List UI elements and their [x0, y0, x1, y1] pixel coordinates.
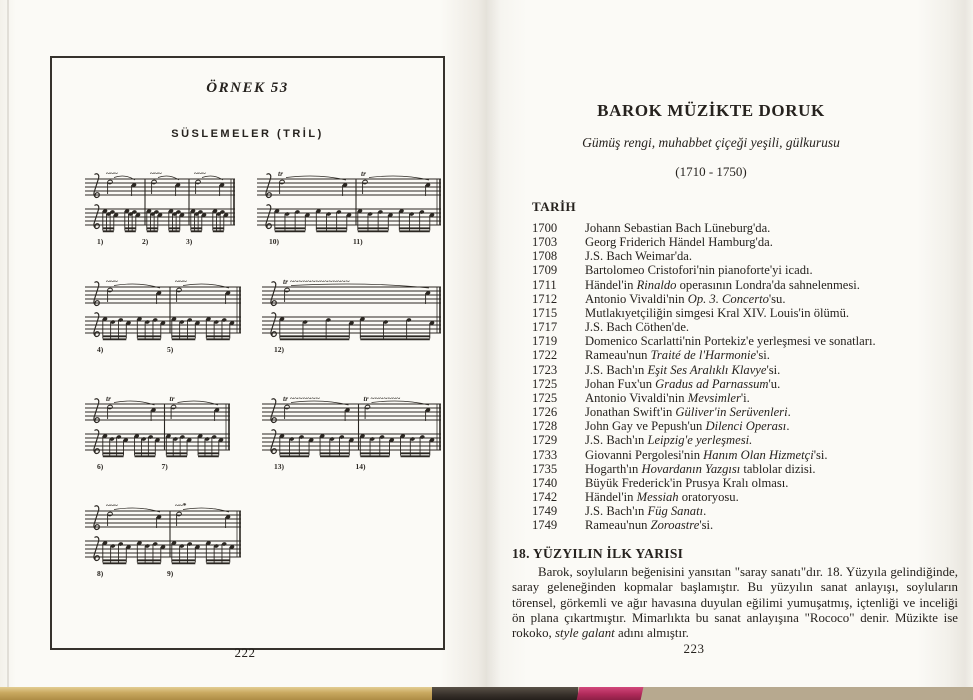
timeline-entry [532, 292, 952, 306]
timeline-year: 1708 [532, 249, 558, 264]
timeline-entry [532, 263, 952, 277]
music-system [85, 501, 241, 581]
timeline-text: Giovanni Pergolesi'nin Hanım Olan Hizmetçi'si. [585, 447, 828, 462]
timeline-text: Bartolomeo Cristofori'nin pianoforte'yi icadı. [585, 263, 813, 278]
timeline-entry [532, 348, 952, 362]
timeline-year: 1740 [532, 475, 558, 490]
svg-text:tr: tr [106, 394, 112, 403]
timeline-text: Georg Friderich Händel Hamburg'da. [585, 235, 773, 250]
svg-text:10): 10) [269, 237, 279, 246]
timeline-entry [532, 320, 952, 334]
chapter-subtitle: Gümüş rengi, muhabbet çiçeği yeşili, gülkurusu [582, 135, 840, 150]
svg-text:11): 11) [353, 237, 363, 246]
svg-text:~~~: ~~~ [106, 501, 118, 510]
page-edge-left [7, 0, 9, 687]
timeline-year: 1749 [532, 518, 558, 533]
svg-text:3): 3) [186, 237, 193, 246]
music-system [85, 394, 230, 474]
chapter-period: (1710 - 1750) [675, 164, 747, 179]
timeline-year: 1729 [532, 433, 558, 448]
svg-text:7): 7) [161, 462, 168, 471]
left-page [0, 0, 487, 687]
timeline-year: 1723 [532, 362, 558, 377]
svg-text:12): 12) [274, 345, 284, 354]
svg-text:~~~: ~~~ [106, 169, 118, 178]
timeline-year: 1733 [532, 447, 558, 462]
timeline-text: J.S. Bach'ın Eşit Ses Aralıklı Klavye'si. [585, 362, 781, 377]
music-system [85, 277, 241, 357]
timeline-text: Johan Fux'un Gradus ad Parnassum'u. [585, 376, 781, 391]
timeline-entry [532, 448, 952, 462]
timeline-list [532, 221, 952, 532]
timeline-year: 1712 [532, 291, 558, 306]
timeline-text: J.S. Bach'ın Füg Sanatı. [585, 504, 707, 519]
example-title: ÖRNEK 53 [206, 80, 289, 96]
body-paragraph: Barok, soyluların beğenisini yansıtan "saray sanatı"dır. 18. Yüzyıla gelindiğinde, saray geleneğinden kopmalar başlamıştır. Bu yüzyılın sanat anlayışı, soyluların törensel, görkemli ve ağır havasına duyulan eğilimi yumuşatmış, içtenliği ve inceliği ön plana çıkartmıştır. Mimarlıkta bu sanat anlayışına "Rococo" denir. Müzikte ise rokoko, style galant adını almıştır. [512, 565, 958, 641]
timeline-entry [532, 221, 952, 235]
svg-text:tr: tr [169, 394, 175, 403]
book-edge-dark [432, 687, 578, 700]
svg-text:~~~: ~~~ [106, 277, 118, 286]
timeline-year: 1735 [532, 461, 558, 476]
timeline-year: 1749 [532, 504, 558, 519]
svg-text:~~~: ~~~ [194, 169, 206, 178]
svg-text:~~~: ~~~ [175, 277, 187, 286]
timeline-entry [532, 433, 952, 447]
timeline-year: 1703 [532, 235, 558, 250]
svg-text:~~~: ~~~ [150, 169, 162, 178]
svg-text:tr ~~~~~~~: tr ~~~~~~~ [363, 394, 401, 403]
timeline-year: 1700 [532, 221, 558, 235]
timeline-text: Hogarth'ın Hovardanın Yazgısı tablolar dizisi. [585, 461, 816, 476]
timeline-entry [532, 363, 952, 377]
section-heading: 18. YÜZYILIN İLK YARISI [512, 546, 684, 561]
timeline-entry [532, 278, 952, 292]
example-subtitle: SÜSLEMELER (TRİL) [171, 128, 324, 140]
sheet-music [52, 58, 443, 648]
svg-text:tr: tr [278, 169, 284, 178]
timeline-text: Domenico Scarlatti'nin Portekiz'e yerleşmesi ve sonatları. [585, 334, 876, 349]
timeline-entry [532, 377, 952, 391]
music-example-box [50, 56, 445, 650]
svg-text:4): 4) [97, 345, 104, 354]
timeline-year: 1717 [532, 320, 558, 335]
timeline-entry [532, 476, 952, 490]
svg-text:~~*: ~~* [175, 501, 187, 510]
timeline-year: 1742 [532, 489, 558, 504]
music-system [257, 169, 441, 249]
svg-text:5): 5) [167, 345, 174, 354]
timeline-text: Rameau'nun Zoroastre'si. [585, 518, 714, 533]
timeline-entry [532, 391, 952, 405]
timeline-entry [532, 249, 952, 263]
page-number-right: 223 [683, 641, 705, 656]
svg-text:6): 6) [97, 462, 104, 471]
timeline-year: 1725 [532, 390, 558, 405]
timeline-year: 1711 [532, 277, 557, 292]
timeline-text: Händel'in Rinaldo operasının Londra'da sahnelenmesi. [585, 277, 860, 292]
page-number-left: 222 [234, 645, 256, 660]
timeline-text: Büyük Frederick'in Prusya Kralı olması. [585, 475, 789, 490]
timeline-year: 1715 [532, 305, 558, 320]
svg-text:13): 13) [274, 462, 284, 471]
music-system [262, 394, 441, 474]
timeline-entry [532, 235, 952, 249]
timeline-text: Johann Sebastian Bach Lüneburg'da. [585, 221, 771, 235]
music-system [85, 169, 235, 249]
svg-text:2): 2) [142, 237, 149, 246]
timeline-entry [532, 504, 952, 518]
timeline-text: J.S. Bach'ın Leipzig'e yerleşmesi. [585, 433, 753, 448]
bookmark-ribbon [577, 687, 644, 700]
timeline-entry [532, 405, 952, 419]
right-page [487, 0, 973, 687]
timeline-entry [532, 518, 952, 532]
svg-text:1): 1) [97, 237, 104, 246]
timeline-text: Händel'in Messiah oratoryosu. [585, 489, 739, 504]
timeline-text: John Gay ve Pepush'un Dilenci Operası. [585, 419, 790, 434]
timeline-text: J.S. Bach Cöthen'de. [585, 320, 690, 335]
book-bottom-edge [0, 687, 973, 700]
timeline-text: Antonio Vivaldi'nin Mevsimler'i. [585, 390, 750, 405]
timeline-year: 1725 [532, 376, 558, 391]
timeline-entry [532, 306, 952, 320]
timeline-year: 1726 [532, 405, 558, 420]
music-system [262, 277, 441, 357]
timeline-text: J.S. Bach Weimar'da. [585, 249, 692, 264]
timeline-year: 1728 [532, 419, 558, 434]
svg-text:tr ~~~~~~~~~~~~~~: tr ~~~~~~~~~~~~~~ [283, 277, 350, 286]
timeline-entry [532, 490, 952, 504]
chapter-title: BAROK MÜZİKTE DORUK [597, 101, 825, 120]
book-edge-gray [642, 687, 973, 700]
timeline-text: Antonio Vivaldi'nin Op. 3. Concerto'su. [585, 291, 786, 306]
timeline-text: Jonathan Swift'in Güliver'in Serüvenleri. [585, 405, 791, 420]
timeline-heading: TARİH [532, 199, 577, 214]
timeline-entry [532, 419, 952, 433]
svg-text:14): 14) [355, 462, 366, 471]
svg-text:9): 9) [167, 569, 174, 578]
svg-text:tr: tr [361, 169, 367, 178]
svg-text:8): 8) [97, 569, 104, 578]
timeline-year: 1722 [532, 348, 558, 363]
timeline-year: 1709 [532, 263, 558, 278]
timeline-entry [532, 334, 952, 348]
timeline-text: Rameau'nun Traité de l'Harmonie'si. [585, 348, 770, 363]
timeline-entry [532, 462, 952, 476]
timeline-text: Mutlakıyetçiliğin simgesi Kral XIV. Louis'in ölümü. [585, 305, 850, 320]
book-edge-tan [0, 687, 432, 700]
svg-text:tr ~~~~~~~: tr ~~~~~~~ [283, 394, 320, 403]
timeline-year: 1719 [532, 334, 558, 349]
